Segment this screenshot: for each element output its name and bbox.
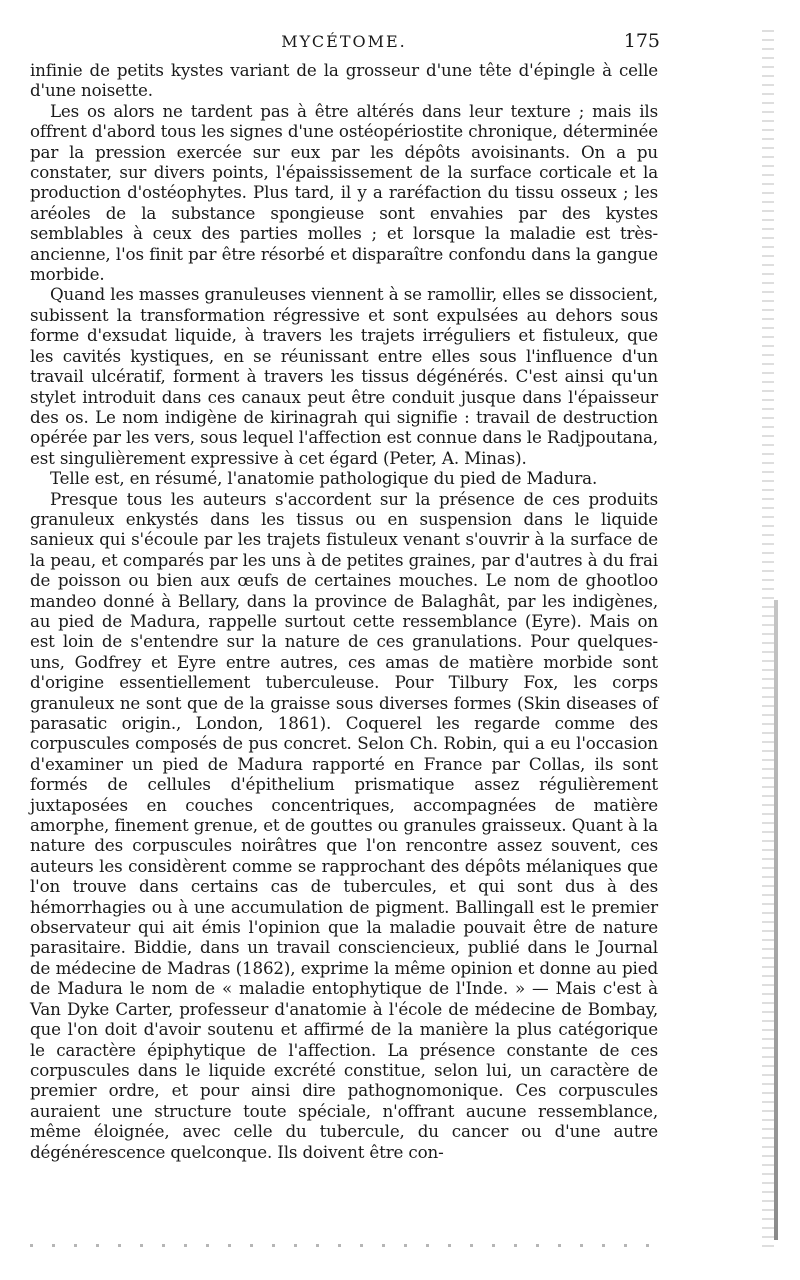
- body-text: [30, 60, 658, 1162]
- paragraph-continuation: infinie de petits kystes variant de la grosseur d'une tête d'épingle à celle d'une noisette.: [30, 60, 658, 101]
- paragraph-granular-products: Presque tous les auteurs s'accordent sur la présence de ces produits granuleux enkystés dans les tissus ou en suspension dans le liquide sanieux qui s'écoule par les trajets fistuleux venant s'ouvrir à la surface de la peau, et comparés par les uns à de petites graines, par d'autres à du frai de poisson ou bien aux œufs de certaines mouches. Le nom de ghootloo mandeo donné à Bellary, dans la province de Balaghât, par les indigènes, au pied de Madura, rappelle surtout cette ressemblance (Eyre). Mais on est loin de s'entendre sur la nature de ces granulations. Pour quelques-uns, Godfrey et Eyre entre autres, ces amas de matière morbide sont d'origine essentiellement tuberculeuse. Pour Tilbury Fox, les corps granuleux ne sont que de la graisse sous diverses formes (Skin diseases of parasatic origin., London, 1861). Coquerel les regarde comme des corpuscules composés de pus concret. Selon Ch. Robin, qui a eu l'occasion d'examiner un pied de Madura rapporté en France par Collas, ils sont formés de cellules d'épithelium prismatique assez régulièrement juxtaposées en couches concentriques, accompagnées de matière amorphe, finement grenue, et de gouttes ou granules graisseux. Quant à la nature des corpuscules noirâtres que l'on rencontre assez souvent, ces auteurs les considèrent comme se rapprochant des dépôts mélaniques que l'on trouve dans certains cas de tubercules, et qui sont dus à des hémorrhagies ou à une accumulation de pigment. Ballingall est le premier observateur qui ait émis l'opinion que la maladie pouvait être de nature parasitaire. Biddie, dans un travail consciencieux, publié dans le Journal de médecine de Madras (1862), exprime la même opinion et donne au pied de Madura le nom de « maladie entophytique de l'Inde. » — Mais c'est à Van Dyke Carter, professeur d'anatomie à l'école de médecine de Bombay, que l'on doit d'avoir soutenu et affirmé de la manière la plus catégorique le caractère épiphytique de l'affection. La présence constante de ces corpuscules dans le liquide excrété constitue, selon lui, un caractère de premier ordre, et pour ainsi dire pathognomonique. Ces corpuscules auraient une structure toute spéciale, n'offrant aucune ressemblance, même éloignée, avec celle du tubercule, du cancer ou d'une autre dégénérescence quelconque. Ils doivent être con-: [30, 488, 658, 1162]
- running-title: MYCÉTOME.: [281, 32, 407, 51]
- paragraph-summary: Telle est, en résumé, l'anatomie pathologique du pied de Madura.: [50, 468, 598, 489]
- bottom-scan-artifact: [30, 1244, 650, 1247]
- paragraph-granular-masses: Quand les masses granuleuses viennent à se ramollir, elles se dissocient, subissent la transformation régressive et sont expulsées au dehors sous forme d'exsudat liquide, à travers les trajets irréguliers et fistuleux, que les cavités kystiques, en se réunissant entre elles sous l'influence d'un travail ulcératif, forment à travers les tissus dégénérés. C'est ainsi qu'un stylet introduit dans ces canaux peut être conduit jusque dans l'épaisseur des os. Le nom indigène de kirinagrah qui signifie : travail de destruction opérée par les vers, sous lequel l'affection est connue dans le Radjpoutana, est singulièrement expressive à cet égard (Peter, A. Minas).: [30, 284, 658, 468]
- page-number: 175: [623, 30, 660, 52]
- scan-edge-shadow: [774, 600, 778, 1240]
- paragraph-bones: Les os alors ne tardent pas à être altérés dans leur texture ; mais ils offrent d'abord tous les signes d'une ostéopériostite chronique, déterminée par la pression exercée sur eux par les dépôts avoisinants. On a pu constater, sur divers points, l'épaississement de la surface corticale et la production d'ostéophytes. Plus tard, il y a raréfaction du tissu osseux ; les aréoles de la substance spongieuse sont envahies par des kystes semblables à ceux des parties molles ; et lorsque la maladie est très-ancienne, l'os finit par être résorbé et disparaître confondu dans la gangue morbide.: [30, 100, 658, 285]
- book-page: [30, 30, 658, 1162]
- running-head: [30, 30, 658, 56]
- scan-edge-artifact: [762, 30, 774, 1250]
